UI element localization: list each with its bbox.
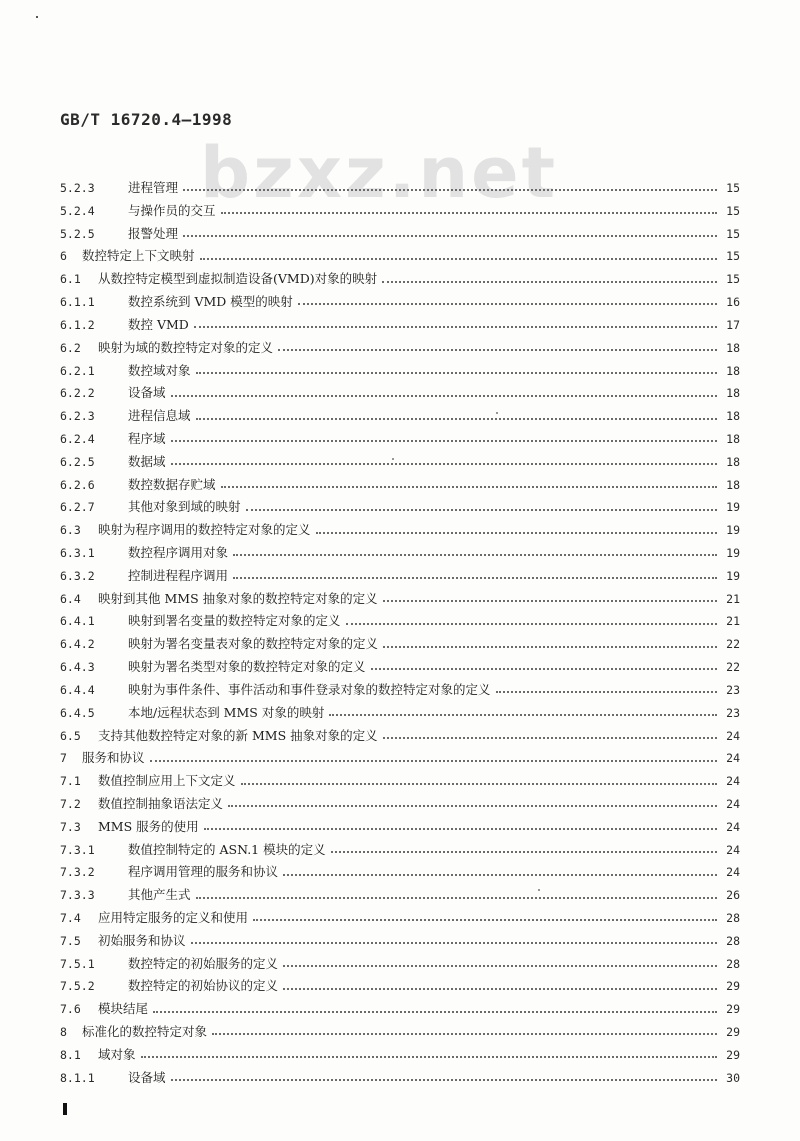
toc-dot-leader xyxy=(196,366,717,374)
watermark: bzxz.net xyxy=(200,132,559,214)
toc-entry-title: 映射到其他 MMS 抽象对象的数控特定对象的定义 xyxy=(98,590,378,606)
document-code: GB/T 16720.4—1998 xyxy=(60,110,233,129)
toc-entry-title: MMS 服务的使用 xyxy=(98,818,199,834)
toc-entry[interactable] xyxy=(60,680,740,703)
toc-entry[interactable] xyxy=(60,201,740,224)
toc-entry-title: 与操作员的交互 xyxy=(128,202,216,218)
toc-entry-title: 支持其他数控特定对象的新 MMS 抽象对象的定义 xyxy=(98,727,378,743)
toc-entry-title: 数值控制特定的 ASN.1 模块的定义 xyxy=(128,841,326,857)
toc-entry[interactable] xyxy=(60,794,740,817)
toc-entry-title: 标准化的数控特定对象 xyxy=(82,1024,208,1040)
toc-entry-page: 21 xyxy=(726,591,740,606)
toc-entry-number: 5.2.4 xyxy=(60,203,95,218)
toc-entry-number: 6.4 xyxy=(60,591,81,606)
toc-dot-leader xyxy=(331,845,717,853)
toc-dot-leader xyxy=(200,252,717,260)
toc-entry-title: 数控特定上下文映射 xyxy=(82,248,195,264)
toc-entry-number: 5.2.5 xyxy=(60,226,95,241)
toc-dot-leader xyxy=(141,1050,717,1058)
toc-dot-leader xyxy=(212,1027,717,1035)
toc-entry[interactable] xyxy=(60,657,740,680)
toc-entry[interactable] xyxy=(60,885,740,908)
toc-dot-leader xyxy=(171,434,717,442)
toc-entry-number: 6.2.2 xyxy=(60,386,95,401)
toc-dot-leader xyxy=(183,183,717,191)
toc-entry-title: 控制进程程序调用 xyxy=(128,567,229,583)
toc-entry[interactable] xyxy=(60,269,740,292)
toc-dot-leader xyxy=(383,640,717,648)
toc-entry-number: 7.6 xyxy=(60,1002,81,1017)
toc-entry-page: 15 xyxy=(726,181,740,195)
toc-entry-page: 17 xyxy=(726,317,740,332)
toc-entry[interactable] xyxy=(60,406,740,429)
toc-entry[interactable] xyxy=(60,748,740,771)
toc-entry[interactable] xyxy=(60,475,740,498)
toc-entry-number: 7.4 xyxy=(60,911,81,925)
toc-entry-number: 7.5.2 xyxy=(60,979,95,994)
toc-entry-title: 数控特定的初始服务的定义 xyxy=(128,955,279,971)
toc-entry[interactable] xyxy=(60,520,740,543)
toc-entry[interactable] xyxy=(60,862,740,885)
toc-entry[interactable] xyxy=(60,634,740,657)
toc-entry[interactable] xyxy=(60,976,740,999)
toc-entry-title: 初始服务和协议 xyxy=(98,932,186,948)
toc-entry[interactable] xyxy=(60,315,740,338)
toc-dot-leader xyxy=(298,297,717,305)
toc-entry-number: 6.2.4 xyxy=(60,431,95,446)
toc-entry-number: 6.2.5 xyxy=(60,454,95,469)
toc-entry-title: 报警处理 xyxy=(128,225,179,241)
toc-entry-page: 18 xyxy=(726,431,740,446)
toc-entry-page: 28 xyxy=(726,911,740,925)
toc-entry-number: 8.1.1 xyxy=(60,1070,95,1085)
toc-entry-title: 数值控制抽象语法定义 xyxy=(98,795,224,811)
toc-dot-leader xyxy=(171,1073,717,1081)
toc-entry-title: 其他产生式 xyxy=(128,887,191,903)
toc-dot-leader xyxy=(204,822,717,830)
toc-entry[interactable] xyxy=(60,931,740,954)
toc-entry-page: 29 xyxy=(726,1002,740,1017)
toc-entry-title: 设备域 xyxy=(128,385,166,401)
toc-entry-page: 22 xyxy=(726,637,740,652)
toc-entry-page: 15 xyxy=(726,249,740,264)
toc-entry-number: 7.2 xyxy=(60,796,81,811)
toc-dot-leader xyxy=(278,343,717,351)
toc-entry[interactable] xyxy=(60,589,740,612)
toc-entry-page: 23 xyxy=(726,682,740,697)
toc-entry-number: 7.3.2 xyxy=(60,865,95,880)
toc-entry-title: 程序调用管理的服务和协议 xyxy=(128,864,279,880)
toc-dot-leader xyxy=(233,548,717,556)
toc-dot-leader xyxy=(383,731,717,739)
toc-entry[interactable] xyxy=(60,817,740,840)
toc-entry-title: 进程管理 xyxy=(128,180,179,195)
toc-entry-page: 24 xyxy=(726,751,740,766)
toc-entry-number: 7.3 xyxy=(60,819,81,834)
toc-entry-page: 18 xyxy=(726,386,740,401)
table-of-contents xyxy=(60,178,740,1091)
toc-entry-page: 19 xyxy=(726,500,740,515)
toc-entry-number: 6.4.4 xyxy=(60,682,95,697)
toc-entry-number: 7.5.1 xyxy=(60,956,95,971)
toc-entry-page: 15 xyxy=(726,272,740,287)
toc-dot-leader xyxy=(241,777,717,785)
toc-entry-page: 24 xyxy=(726,842,740,857)
toc-entry[interactable] xyxy=(60,771,740,794)
toc-dot-leader xyxy=(221,206,717,214)
toc-entry-number: 7 xyxy=(60,751,67,766)
toc-dot-leader xyxy=(196,891,717,899)
toc-entry[interactable] xyxy=(60,1045,740,1068)
toc-entry[interactable] xyxy=(60,543,740,566)
toc-dot-leader xyxy=(153,1005,717,1013)
toc-dot-leader xyxy=(283,982,717,990)
toc-entry-page: 18 xyxy=(726,340,740,355)
toc-dot-leader xyxy=(233,571,717,579)
toc-entry-page: 18 xyxy=(726,477,740,492)
toc-dot-leader xyxy=(171,389,717,397)
toc-entry-number: 6.4.3 xyxy=(60,660,95,675)
toc-entry-number: 6.1.2 xyxy=(60,317,95,332)
toc-entry-number: 6.2.3 xyxy=(60,409,95,424)
toc-dot-leader xyxy=(346,617,717,625)
toc-entry[interactable] xyxy=(60,840,740,863)
toc-entry-title: 数控 VMD xyxy=(128,316,189,332)
toc-entry-page: 24 xyxy=(726,865,740,880)
toc-entry-title: 模块结尾 xyxy=(98,1001,149,1017)
toc-entry[interactable] xyxy=(60,954,740,977)
toc-dot-leader xyxy=(246,503,717,511)
toc-entry[interactable] xyxy=(60,452,740,475)
toc-entry-number: 6.4.2 xyxy=(60,637,95,652)
toc-entry-title: 数控数据存贮域 xyxy=(128,476,216,492)
toc-entry-number: 6.2 xyxy=(60,340,81,355)
toc-entry[interactable] xyxy=(60,178,740,201)
toc-entry-title: 应用特定服务的定义和使用 xyxy=(98,910,249,925)
toc-entry-page: 15 xyxy=(726,203,740,218)
toc-entry-page: 24 xyxy=(726,728,740,743)
toc-dot-leader xyxy=(316,526,717,534)
toc-entry-title: 映射为署名变量表对象的数控特定对象的定义 xyxy=(128,636,379,652)
toc-entry[interactable] xyxy=(60,611,740,634)
toc-entry[interactable] xyxy=(60,429,740,452)
toc-dot-leader xyxy=(150,754,717,762)
toc-entry-page: 29 xyxy=(726,1047,740,1062)
toc-entry-number: 7.5 xyxy=(60,933,81,948)
toc-entry-title: 其他对象到域的映射 xyxy=(128,499,241,515)
toc-dot-leader xyxy=(171,457,717,465)
toc-entry-title: 映射为署名类型对象的数控特定对象的定义 xyxy=(128,659,366,675)
toc-entry-number: 6.2.7 xyxy=(60,500,95,515)
toc-entry-number: 6.3 xyxy=(60,523,81,538)
toc-entry[interactable] xyxy=(60,338,740,361)
toc-dot-leader xyxy=(283,959,717,967)
toc-entry-title: 数控系统到 VMD 模型的映射 xyxy=(128,294,293,310)
toc-entry-page: 24 xyxy=(726,774,740,789)
toc-dot-leader xyxy=(221,480,717,488)
toc-entry[interactable] xyxy=(60,497,740,520)
toc-entry-page: 16 xyxy=(726,295,740,310)
toc-entry[interactable] xyxy=(60,246,740,269)
toc-entry-number: 7.1 xyxy=(60,774,81,789)
toc-entry-title: 进程信息域 xyxy=(128,408,191,424)
toc-entry-number: 5.2.3 xyxy=(60,181,95,195)
toc-entry-title: 映射为事件条件、事件活动和事件登录对象的数控特定对象的定义 xyxy=(128,681,491,697)
toc-entry[interactable] xyxy=(60,1068,740,1091)
toc-entry-page: 21 xyxy=(726,614,740,629)
toc-entry-number: 6.5 xyxy=(60,728,81,743)
toc-entry-title: 数控特定的初始协议的定义 xyxy=(128,978,279,994)
toc-entry-number: 6.2.1 xyxy=(60,363,95,378)
toc-entry-title: 从数控特定模型到虚拟制造设备(VMD)对象的映射 xyxy=(98,271,378,287)
toc-entry[interactable] xyxy=(60,908,740,931)
toc-dot-leader xyxy=(253,913,717,921)
toc-entry-number: 8 xyxy=(60,1025,67,1040)
toc-entry-title: 映射为域的数控特定对象的定义 xyxy=(98,339,274,355)
toc-entry-page: 18 xyxy=(726,454,740,469)
toc-entry-number: 6.1.1 xyxy=(60,295,95,310)
toc-entry-title: 本地/远程状态到 MMS 对象的映射 xyxy=(128,704,325,720)
toc-dot-leader xyxy=(183,229,717,237)
toc-entry-page: 23 xyxy=(726,705,740,720)
toc-entry-number: 6.3.2 xyxy=(60,568,95,583)
toc-entry-number: 6.4.5 xyxy=(60,705,95,720)
toc-entry[interactable] xyxy=(60,292,740,315)
toc-entry-number: 6.1 xyxy=(60,272,81,287)
toc-entry-page: 19 xyxy=(726,546,740,560)
toc-dot-leader xyxy=(371,662,717,670)
toc-entry-title: 设备域 xyxy=(128,1069,166,1085)
toc-dot-leader xyxy=(228,799,717,807)
toc-entry[interactable] xyxy=(60,703,740,726)
toc-dot-leader xyxy=(382,275,717,283)
toc-entry[interactable] xyxy=(60,361,740,384)
toc-entry-page: 22 xyxy=(726,660,740,675)
toc-entry-number: 8.1 xyxy=(60,1047,81,1062)
toc-entry-title: 服务和协议 xyxy=(82,750,145,766)
toc-entry-title: 数控程序调用对象 xyxy=(128,545,229,560)
toc-entry-page: 29 xyxy=(726,979,740,994)
toc-entry[interactable] xyxy=(60,999,740,1022)
toc-entry-page: 18 xyxy=(726,363,740,378)
toc-entry[interactable] xyxy=(60,383,740,406)
toc-entry-page: 30 xyxy=(726,1070,740,1085)
toc-entry[interactable] xyxy=(60,224,740,247)
toc-entry-number: 7.3.1 xyxy=(60,842,95,857)
toc-entry-number: 6 xyxy=(60,249,67,264)
toc-entry[interactable] xyxy=(60,566,740,589)
page-edge-mark xyxy=(63,1103,67,1115)
toc-entry-title: 数控域对象 xyxy=(128,362,191,378)
toc-entry-page: 26 xyxy=(726,888,740,903)
toc-dot-leader xyxy=(191,936,717,944)
toc-entry-page: 15 xyxy=(726,226,740,241)
toc-entry-page: 28 xyxy=(726,956,740,971)
toc-entry-page: 18 xyxy=(726,409,740,424)
toc-entry[interactable] xyxy=(60,726,740,749)
toc-dot-leader xyxy=(194,320,717,328)
toc-entry-title: 映射为程序调用的数控特定对象的定义 xyxy=(98,522,311,538)
toc-entry-page: 29 xyxy=(726,1025,740,1040)
toc-entry-title: 数据域 xyxy=(128,453,166,469)
toc-entry-page: 24 xyxy=(726,819,740,834)
toc-entry[interactable] xyxy=(60,1022,740,1045)
toc-dot-leader xyxy=(196,412,717,420)
toc-entry-title: 映射到署名变量的数控特定对象的定义 xyxy=(128,613,341,629)
toc-entry-page: 19 xyxy=(726,568,740,583)
toc-entry-page: 19 xyxy=(726,523,740,538)
toc-dot-leader xyxy=(383,594,717,602)
toc-dot-leader xyxy=(496,685,717,693)
toc-entry-page: 28 xyxy=(726,933,740,948)
toc-entry-title: 域对象 xyxy=(98,1046,136,1062)
toc-entry-title: 程序域 xyxy=(128,430,166,446)
toc-entry-number: 6.2.6 xyxy=(60,477,95,492)
toc-dot-leader xyxy=(329,708,717,716)
toc-entry-title: 数值控制应用上下文定义 xyxy=(98,773,236,789)
scan-speck xyxy=(36,16,38,18)
toc-dot-leader xyxy=(283,868,717,876)
toc-entry-number: 6.4.1 xyxy=(60,614,95,629)
toc-entry-number: 6.3.1 xyxy=(60,546,95,560)
toc-entry-number: 7.3.3 xyxy=(60,888,95,903)
toc-entry-page: 24 xyxy=(726,796,740,811)
